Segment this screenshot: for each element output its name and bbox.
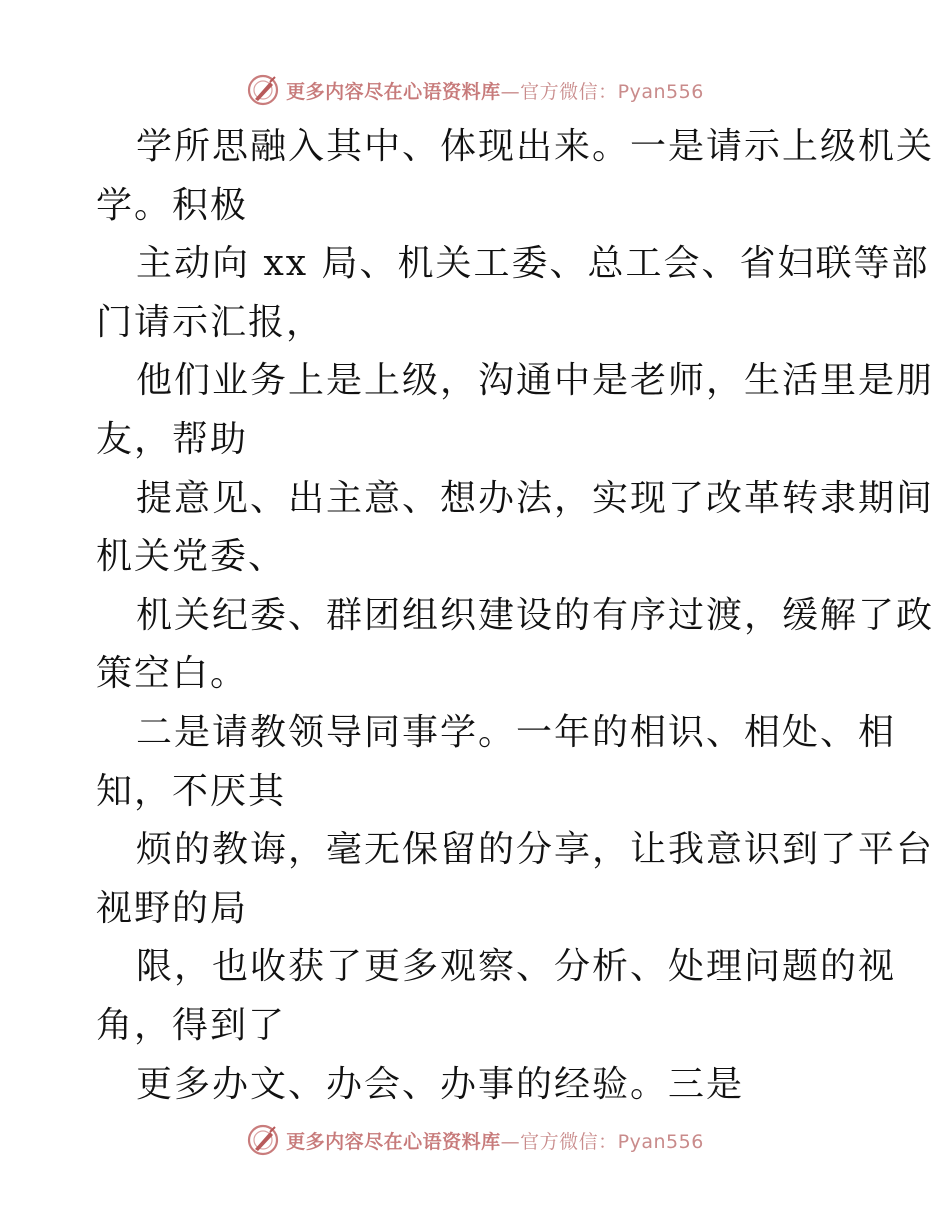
quill-seal-icon	[246, 73, 280, 107]
paragraph-line: 提意见、出主意、想办法，实现了改革转隶期间	[136, 477, 935, 519]
banner-separator: —	[500, 80, 521, 103]
paragraph-line: 学。积极	[96, 184, 249, 226]
banner-main-text: 更多内容尽在心语资料库	[286, 80, 501, 103]
paragraph-line: 二是请教领导同事学。一年的相识、相处、相	[136, 711, 897, 753]
paragraph-line: 主动向 xx 局、机关工委、总工会、省妇联等部	[136, 243, 930, 285]
paragraph-line: 知，不厌其	[96, 770, 287, 812]
quill-seal-icon	[246, 1123, 280, 1157]
banner-wechat-text: 官方微信：Pyan556	[520, 1130, 704, 1153]
document-body	[96, 118, 935, 1114]
paragraph-line: 门请示汇报，	[96, 301, 325, 343]
paragraph-line: 他们业务上是上级，沟通中是老师，生活里是朋	[136, 360, 935, 402]
paragraph-line: 视野的局	[96, 887, 249, 929]
banner-main-text: 更多内容尽在心语资料库	[286, 1130, 501, 1153]
paragraph-line: 角，得到了	[96, 1004, 287, 1046]
paragraph-line: 友，帮助	[96, 418, 249, 460]
header-banner	[0, 68, 950, 112]
paragraph-line: 策空白。	[96, 653, 249, 695]
banner-separator: —	[500, 1130, 521, 1153]
paragraph-line: 机关纪委、群团组织建设的有序过渡，缓解了政	[136, 594, 935, 636]
banner-wechat-text: 官方微信：Pyan556	[520, 80, 704, 103]
footer-banner	[0, 1118, 950, 1162]
paragraph-line: 机关党委、	[96, 536, 287, 578]
paragraph-line: 限，也收获了更多观察、分析、处理问题的视	[136, 946, 897, 988]
paragraph-line: 烦的教诲，毫无保留的分享，让我意识到了平台	[136, 829, 935, 871]
paragraph-line: 更多办文、办会、办事的经验。三是	[136, 1063, 745, 1105]
paragraph-line: 学所思融入其中、体现出来。一是请示上级机关	[136, 126, 935, 167]
